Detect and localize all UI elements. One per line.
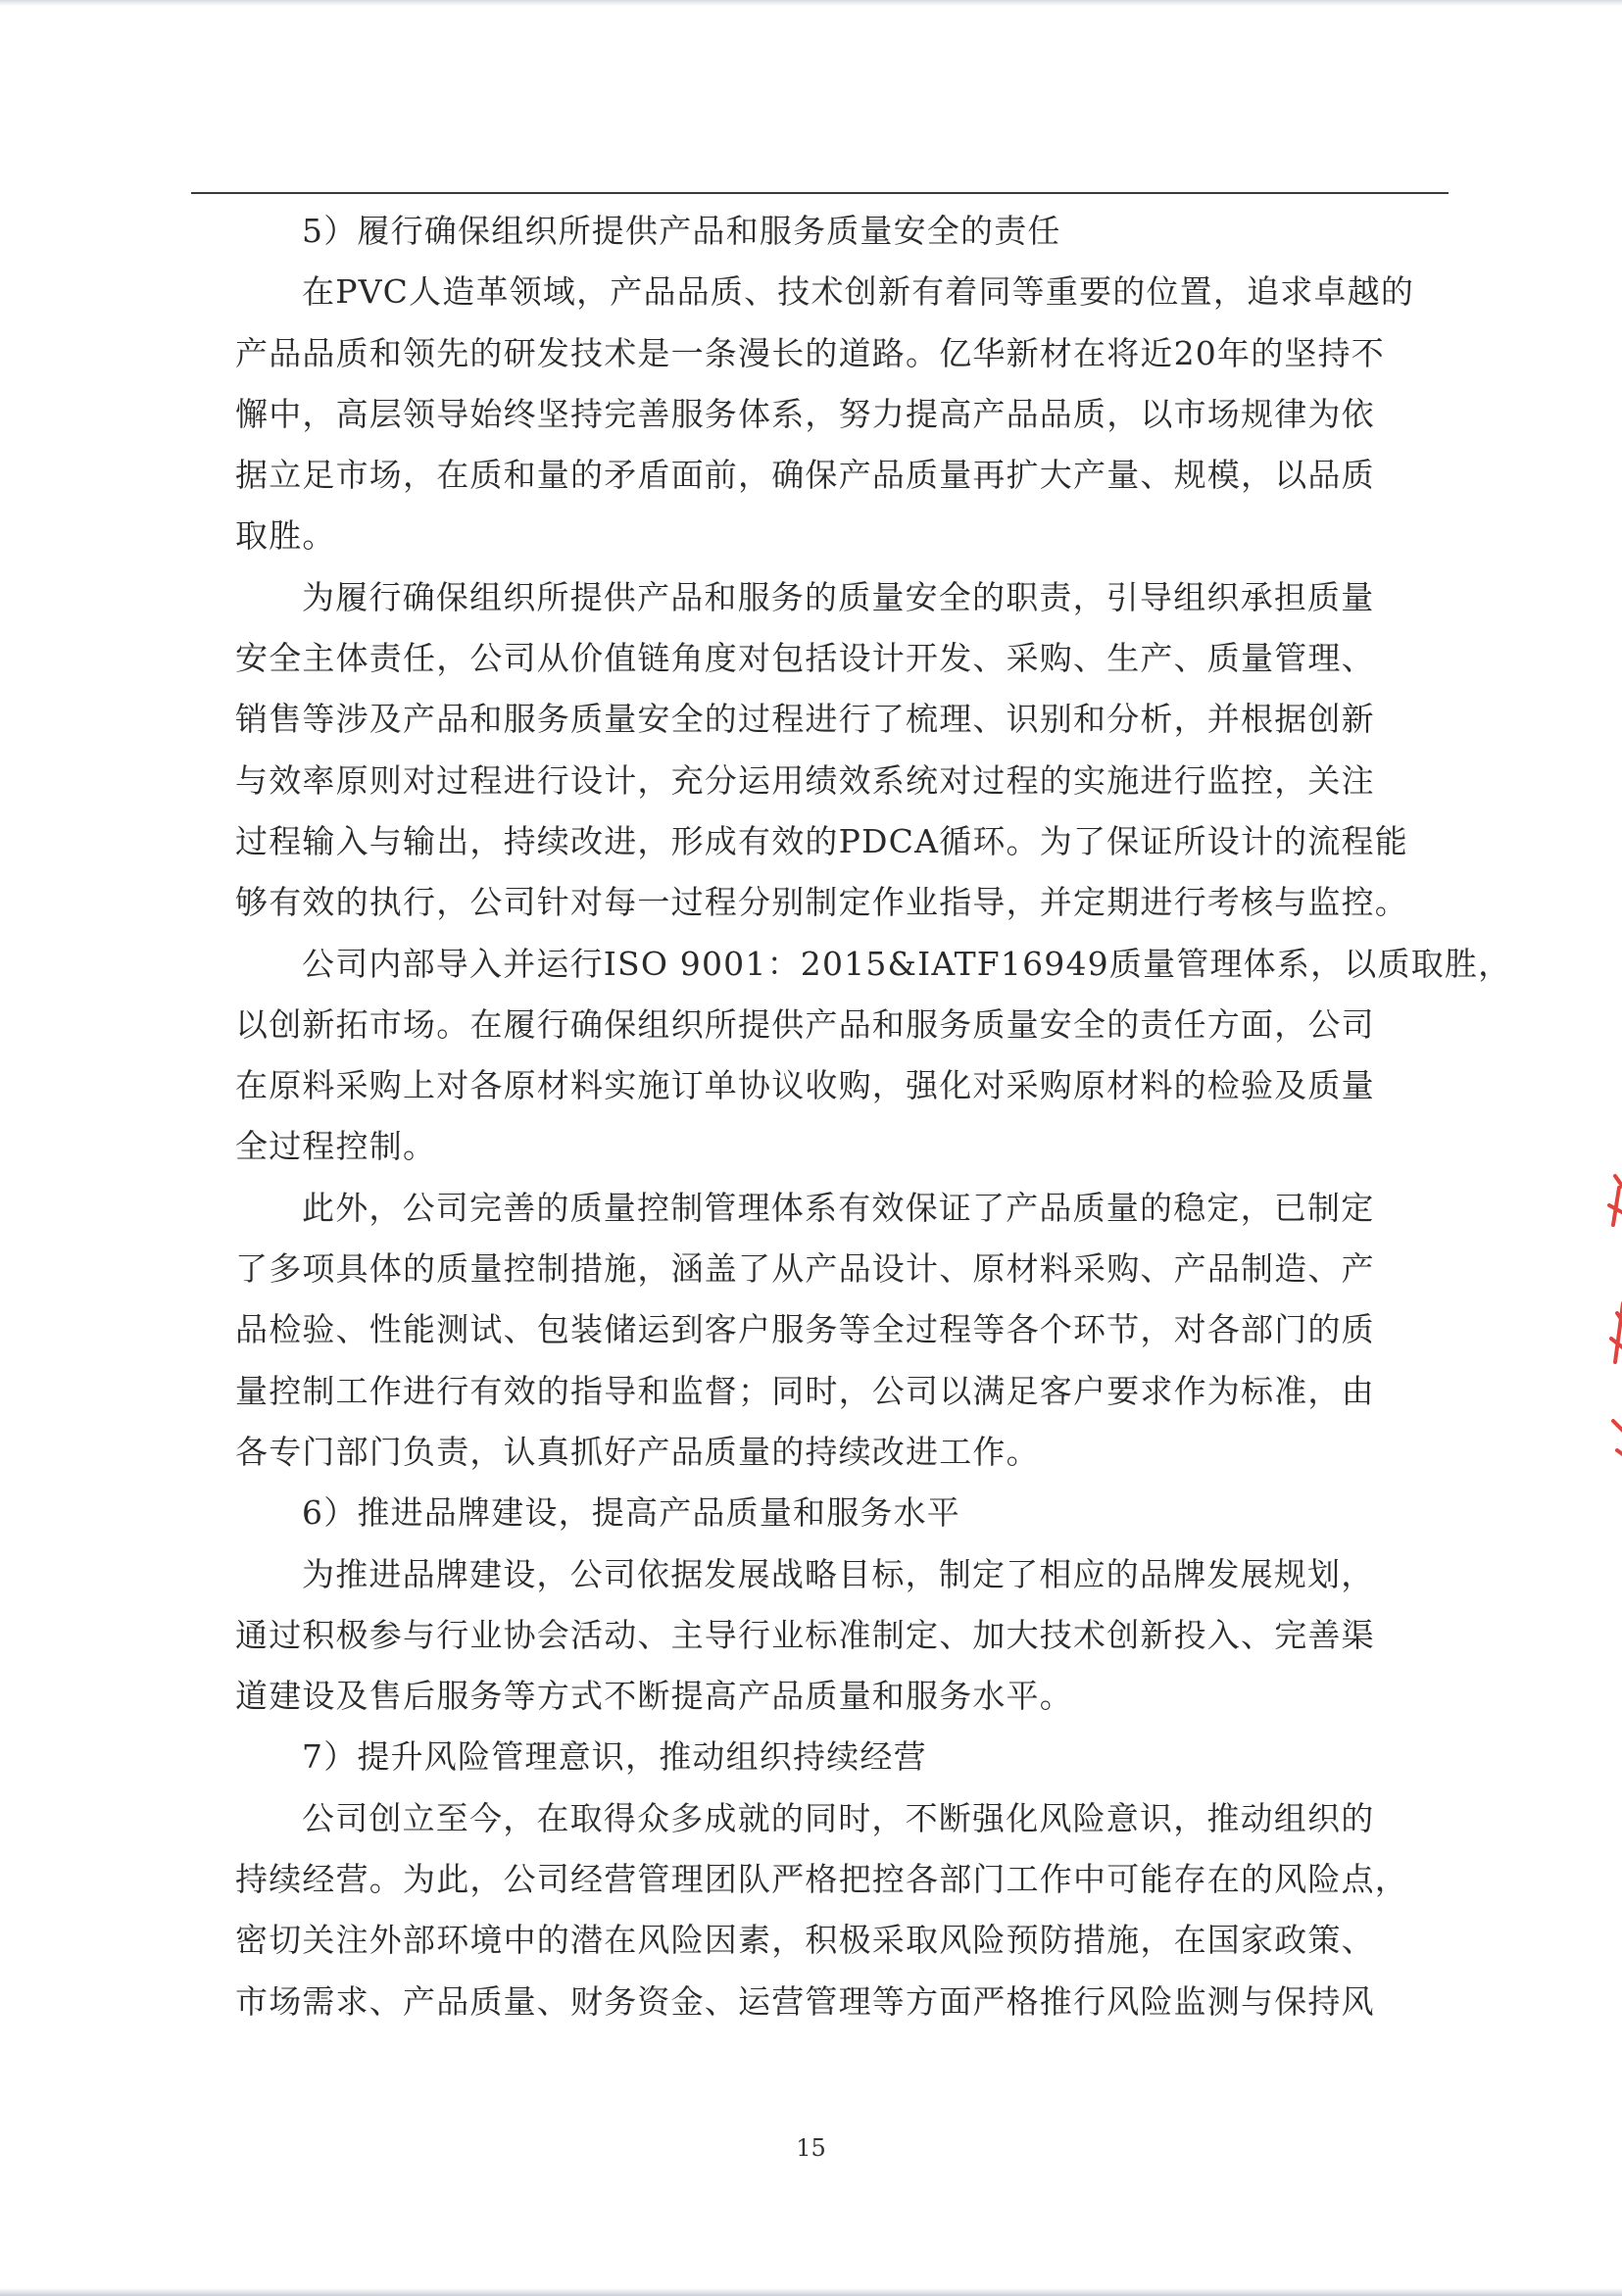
paragraph-line: 为推进品牌建设，公司依据发展战略目标，制定了相应的品牌发展规划， bbox=[302, 1554, 1375, 1593]
paragraph-line: 了多项具体的质量控制措施，涵盖了从产品设计、原材料采购、产品制造、产 bbox=[235, 1249, 1375, 1289]
paragraph-line: 市场需求、产品质量、财务资金、运营管理等方面严格推行风险监测与保持风 bbox=[235, 1981, 1375, 2021]
section-heading: 6）推进品牌建设，提高产品质量和服务水平 bbox=[302, 1493, 960, 1533]
paragraph-line: 懈中，高层领导始终坚持完善服务体系，努力提高产品品质，以市场规律为依 bbox=[235, 394, 1375, 433]
paragraph-line: 产品品质和领先的研发技术是一条漫长的道路。亿华新材在将近20年的坚持不 bbox=[235, 333, 1385, 372]
paragraph-line: 此外，公司完善的质量控制管理体系有效保证了产品质量的稳定，已制定 bbox=[302, 1188, 1375, 1227]
paragraph-line: 通过积极参与行业协会活动、主导行业标准制定、加大技术创新投入、完善渠 bbox=[235, 1615, 1375, 1654]
paragraph-line: 道建设及售后服务等方式不断提高产品质量和服务水平。 bbox=[235, 1677, 1073, 1716]
paragraph-line: 为履行确保组织所提供产品和服务的质量安全的职责，引导组织承担质量 bbox=[302, 577, 1375, 616]
section-heading: 7）提升风险管理意识，推动组织持续经营 bbox=[302, 1737, 927, 1777]
header-rule bbox=[191, 192, 1449, 194]
paragraph-line: 在原料采购上对各原材料实施订单协议收购，强化对采购原材料的检验及质量 bbox=[235, 1066, 1375, 1105]
paragraph-line: 取胜。 bbox=[235, 516, 336, 556]
paragraph-line: 在PVC人造革领域，产品品质、技术创新有着同等重要的位置，追求卓越的 bbox=[302, 272, 1415, 312]
page-number: 15 bbox=[796, 2134, 826, 2162]
document-body bbox=[235, 201, 1512, 2032]
paragraph-line: 公司内部导入并运行ISO 9001：2015&IATF16949质量管理体系，以质取胜， bbox=[302, 944, 1512, 983]
paragraph-line: 销售等涉及产品和服务质量安全的过程进行了梳理、识别和分析，并根据创新 bbox=[235, 700, 1375, 739]
paragraph-line: 密切关注外部环境中的潜在风险因素，积极采取风险预防措施，在国家政策、 bbox=[235, 1921, 1375, 1960]
paragraph-line: 据立足市场，在质和量的矛盾面前，确保产品质量再扩大产量、规模，以品质 bbox=[235, 456, 1375, 495]
paragraph-line: 以创新拓市场。在履行确保组织所提供产品和服务质量安全的责任方面，公司 bbox=[235, 1004, 1375, 1044]
paragraph-line: 够有效的执行，公司针对每一过程分别制定作业指导，并定期进行考核与监控。 bbox=[235, 883, 1408, 922]
paragraph-line: 与效率原则对过程进行设计，充分运用绩效系统对过程的实施进行监控，关注 bbox=[235, 760, 1375, 800]
paragraph-line: 过程输入与输出，持续改进，形成有效的PDCA循环。为了保证所设计的流程能 bbox=[235, 821, 1408, 860]
paragraph-line: 各专门部门负责，认真抓好产品质量的持续改进工作。 bbox=[235, 1432, 1040, 1471]
paragraph-line: 全过程控制。 bbox=[235, 1127, 437, 1166]
scan-edge-top bbox=[0, 0, 1622, 6]
paragraph-line: 安全主体责任，公司从价值链角度对包括设计开发、采购、生产、质量管理、 bbox=[235, 639, 1375, 678]
paragraph-line: 品检验、性能测试、包装储运到客户服务等全过程等各个环节，对各部门的质 bbox=[235, 1310, 1375, 1349]
paragraph-line: 量控制工作进行有效的指导和监督；同时，公司以满足客户要求作为标准，由 bbox=[235, 1371, 1375, 1410]
paragraph-line: 持续经营。为此，公司经营管理团队严格把控各部门工作中可能存在的风险点， bbox=[235, 1860, 1408, 1899]
red-seal-stamp-fragment bbox=[1596, 1166, 1622, 1470]
paragraph-line: 公司创立至今，在取得众多成就的同时，不断强化风险意识，推动组织的 bbox=[302, 1798, 1375, 1837]
section-heading: 5）履行确保组织所提供产品和服务质量安全的责任 bbox=[302, 212, 1061, 250]
scan-edge-bottom bbox=[0, 2288, 1622, 2296]
